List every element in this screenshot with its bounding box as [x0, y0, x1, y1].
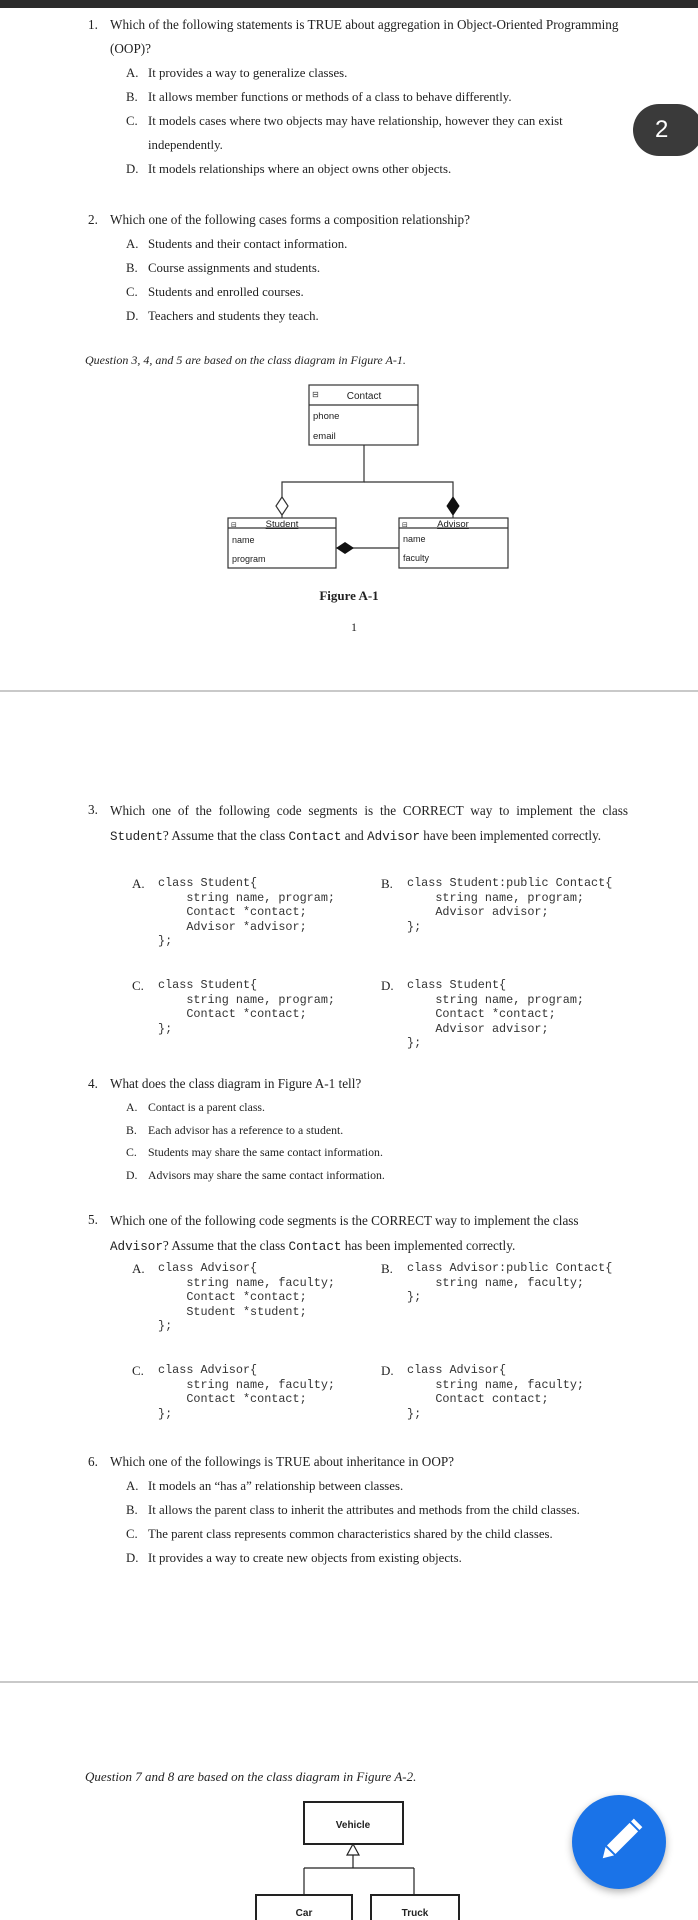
pencil-icon: [572, 1795, 666, 1889]
composition-diamond: [447, 497, 459, 515]
question-stem: What does the class diagram in Figure A-1 tell?: [110, 1076, 362, 1091]
option-d: [126, 157, 640, 181]
option-text: Students may share the same contact information.: [148, 1145, 383, 1159]
option-letter: C.: [132, 1363, 144, 1378]
question-number: 4.: [88, 1076, 98, 1091]
option-text: Advisors may share the same contact information.: [148, 1167, 385, 1182]
collapse-icon: ⊟: [402, 522, 408, 529]
collapse-icon: ⊟: [231, 522, 237, 529]
question-number: 5.: [88, 1212, 98, 1227]
option-letter: C.: [126, 285, 138, 299]
question-stem: Which one of the followings is TRUE about inheritance in OOP?: [110, 1454, 455, 1469]
question-2: [88, 208, 630, 328]
option-text: Contact is a parent class.: [148, 1100, 265, 1114]
option-c: [126, 109, 626, 157]
option-letter: D.: [126, 1167, 138, 1182]
option-list: [126, 232, 630, 328]
option-letter: A.: [132, 876, 145, 891]
option-list: [126, 61, 640, 181]
stem-code: Student: [110, 830, 163, 844]
page-divider: [0, 690, 698, 692]
option-text: It provides a way to generalize classes.: [148, 66, 348, 80]
option-a: [126, 232, 630, 256]
code-option-d: [381, 978, 584, 1051]
question-6: [88, 1450, 630, 1570]
option-text: Students and their contact information.: [148, 237, 348, 251]
option-text: It allows member functions or methods of a class to behave differently.: [148, 90, 512, 104]
uml-field: phone: [313, 411, 340, 422]
option-text: Each advisor has a reference to a student.: [148, 1122, 344, 1137]
question-number: 3.: [88, 802, 98, 817]
top-bar: [0, 0, 698, 8]
option-text: The parent class represents common characteristics shared by the child classes.: [148, 1527, 553, 1541]
option-letter: B.: [381, 876, 393, 891]
stem-code: Advisor: [110, 1240, 163, 1254]
option-d: [126, 304, 630, 328]
stem-code: Contact: [288, 1240, 342, 1254]
uml-field: name: [403, 534, 426, 544]
uml-class-advisor: [399, 518, 508, 568]
stem-text: ? Assume that the class: [162, 828, 289, 843]
option-text: It models relationships where an object owns other objects.: [148, 162, 452, 176]
uml-field: program: [232, 554, 266, 564]
option-a: [126, 1096, 630, 1119]
uml-class-vehicle: [304, 1802, 403, 1844]
question-stem: Which one of the following cases forms a composition relationship?: [110, 212, 471, 227]
option-letter: C.: [126, 1145, 137, 1159]
stem-text: and: [341, 828, 368, 843]
page-number: 1: [351, 620, 357, 634]
option-letter: A.: [126, 237, 139, 251]
code-block: class Advisor{ string name, faculty; Contact *contact; };: [158, 1363, 335, 1421]
code-block: class Student{ string name, program; Contact *contact; };: [158, 978, 335, 1036]
inheritance-arrow: [347, 1844, 359, 1855]
uml-class-contact: [309, 385, 418, 445]
stem-text: ? Assume that the class: [162, 1238, 289, 1253]
option-letter: A.: [126, 1100, 138, 1114]
code-block: class Advisor:public Contact{ string name, faculty; };: [407, 1261, 613, 1305]
question-number: 1.: [88, 17, 98, 32]
option-d: [126, 1546, 630, 1570]
code-block: class Student{ string name, program; Contact *contact; Advisor advisor; };: [407, 978, 584, 1051]
figure-caption: Figure A-1: [319, 588, 379, 603]
aggregation-diamond: [276, 497, 288, 515]
option-text: Teachers and students they teach.: [148, 309, 319, 323]
question-3: [88, 798, 628, 850]
option-c: [126, 280, 630, 304]
option-letter: C.: [132, 978, 144, 993]
option-letter: D.: [381, 1363, 394, 1378]
composition-diamond: [336, 542, 354, 554]
code-option-c: [132, 978, 335, 1036]
stem-text: Which one of the following code segments is the CORRECT way to implement the class: [110, 1213, 579, 1228]
code-option-b: [381, 1261, 612, 1305]
question-stem: [110, 798, 628, 850]
option-b: [126, 1119, 630, 1142]
uml-class-title: Advisor: [437, 519, 469, 530]
stem-text: has been implemented correctly.: [341, 1238, 516, 1253]
option-d: [126, 1164, 630, 1187]
uml-class-title: Student: [265, 519, 299, 530]
option-letter: A.: [126, 66, 139, 80]
code-block: class Advisor{ string name, faculty; Contact *contact; Student *student; };: [158, 1261, 335, 1334]
uml-field: faculty: [403, 553, 430, 563]
code-block: class Student{ string name, program; Contact *contact; Advisor *advisor; };: [158, 876, 335, 949]
option-a: [126, 61, 640, 85]
option-text: Course assignments and students.: [148, 261, 321, 275]
option-text: It allows the parent class to inherit the attributes and methods from the child classes.: [148, 1503, 580, 1517]
uml-class-title: Truck: [401, 1908, 429, 1919]
stem-code: Advisor: [367, 830, 420, 844]
option-b: [126, 1498, 630, 1522]
figure-a1-note: Question 3, 4, and 5 are based on the class diagram in Figure A-1.: [85, 353, 406, 367]
code-block: class Advisor{ string name, faculty; Contact contact; };: [407, 1363, 584, 1421]
code-option-c: [132, 1363, 335, 1421]
stem-code: Contact: [288, 830, 342, 844]
option-list: [126, 1474, 630, 1570]
code-option-b: [381, 876, 612, 934]
option-b: [126, 85, 640, 109]
option-letter: B.: [126, 90, 138, 104]
page-divider: [0, 1681, 698, 1683]
option-letter: A.: [132, 1261, 145, 1276]
option-a: [126, 1474, 630, 1498]
uml-class-title: Vehicle: [335, 1820, 371, 1831]
code-option-a: [132, 1261, 335, 1334]
option-letter: B.: [126, 1503, 138, 1517]
option-letter: D.: [126, 1551, 139, 1565]
code-option-d: [381, 1363, 584, 1421]
uml-class-title: Car: [295, 1908, 313, 1919]
option-list: [126, 1096, 630, 1186]
edit-fab-button[interactable]: [572, 1795, 666, 1889]
option-b: [126, 256, 630, 280]
option-letter: B.: [126, 261, 138, 275]
figure-a2-note: Question 7 and 8 are based on the class diagram in Figure A-2.: [85, 1769, 417, 1784]
option-c: [126, 1141, 630, 1164]
uml-class-student: [228, 518, 336, 568]
question-number: 6.: [88, 1454, 98, 1469]
option-letter: C.: [126, 114, 138, 128]
uml-connectors: [304, 1844, 414, 1895]
figure-a1-diagram: [0, 370, 698, 580]
question-stem: Which of the following statements is TRUE about aggregation in Object-Oriented Programming (OOP)?: [110, 17, 619, 56]
option-letter: C.: [126, 1527, 138, 1541]
question-stem: [110, 1208, 628, 1260]
uml-class-car: [256, 1895, 352, 1920]
option-text: Students and enrolled courses.: [148, 285, 304, 299]
code-option-a: [132, 876, 335, 949]
option-letter: D.: [126, 309, 139, 323]
option-letter: B.: [126, 1122, 137, 1137]
uml-class-title: Contact: [346, 391, 382, 402]
option-text: It provides a way to create new objects from existing objects.: [148, 1551, 462, 1565]
code-block: class Student:public Contact{ string name, program; Advisor advisor; };: [407, 876, 613, 934]
option-letter: A.: [126, 1479, 139, 1493]
uml-class-truck: [371, 1895, 459, 1920]
option-letter: B.: [381, 1261, 393, 1276]
option-text: It models cases where two objects may have relationship, however they can exist independently.: [148, 114, 563, 152]
stem-text: Which one of the following code segments is the CORRECT way to implement the class: [110, 803, 628, 818]
uml-field: email: [313, 431, 336, 442]
question-number: 2.: [88, 212, 98, 227]
question-1: [88, 13, 640, 181]
question-5: [88, 1208, 628, 1260]
page-indicator-badge: 2: [633, 104, 698, 156]
question-4: [88, 1072, 630, 1186]
option-letter: D.: [126, 162, 139, 176]
option-c: [126, 1522, 630, 1546]
option-text: It models an “has a” relationship between classes.: [148, 1479, 404, 1493]
collapse-icon: ⊟: [312, 390, 319, 399]
stem-text: have been implemented correctly.: [419, 828, 602, 843]
option-letter: D.: [381, 978, 394, 993]
uml-field: name: [232, 535, 255, 545]
